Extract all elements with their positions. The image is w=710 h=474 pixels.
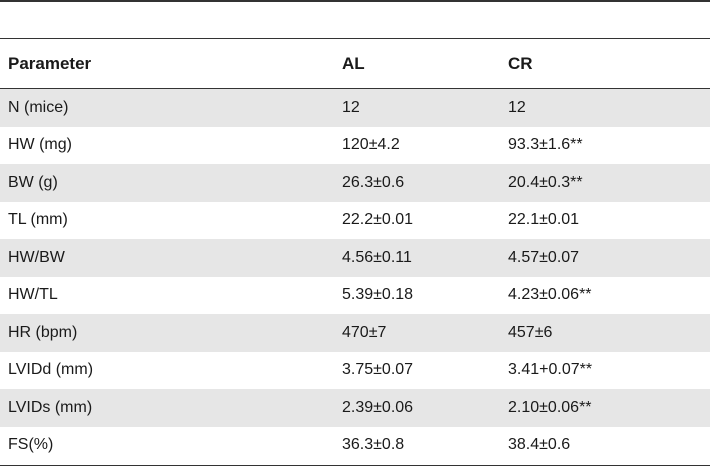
column-header-cr: CR <box>508 53 533 73</box>
table-row <box>0 89 710 127</box>
parameter-cell: BW (g) <box>8 173 58 191</box>
parameter-cell: HW/BW <box>8 248 65 266</box>
table-row <box>0 164 710 202</box>
cr-cell: 20.4±0.3** <box>508 173 583 191</box>
al-cell: 3.75±0.07 <box>342 361 414 379</box>
parameter-cell: TL (mm) <box>8 211 68 229</box>
parameter-cell: LVIDs (mm) <box>8 398 93 416</box>
al-cell: 26.3±0.6 <box>342 173 405 191</box>
cr-cell: 457±6 <box>508 323 553 341</box>
cr-cell: 4.57±0.07 <box>508 248 580 266</box>
cr-cell: 93.3±1.6** <box>508 136 583 154</box>
cr-cell: 4.23±0.06** <box>508 286 592 304</box>
cr-cell: 38.4±0.6 <box>508 436 571 454</box>
al-cell: 22.2±0.01 <box>342 211 414 229</box>
cr-cell: 22.1±0.01 <box>508 211 580 229</box>
al-cell: 120±4.2 <box>342 136 400 154</box>
cr-cell: 3.41+0.07** <box>508 361 593 379</box>
table-row <box>0 389 710 427</box>
al-cell: 4.56±0.11 <box>342 248 412 266</box>
al-cell: 5.39±0.18 <box>342 286 414 304</box>
al-cell: 470±7 <box>342 323 387 341</box>
cr-cell: 2.10±0.06** <box>508 398 592 416</box>
parameter-cell: N (mice) <box>8 98 69 116</box>
table-bottom-rule <box>0 465 710 466</box>
table-row <box>0 427 710 465</box>
parameter-cell: HW (mg) <box>8 136 72 154</box>
parameter-cell: FS(%) <box>8 436 54 454</box>
table-header-row <box>0 39 710 88</box>
column-header-parameter: Parameter <box>8 53 92 73</box>
table-row <box>0 352 710 390</box>
table-row <box>0 314 710 352</box>
table-row <box>0 277 710 315</box>
parameter-cell: LVIDd (mm) <box>8 361 94 379</box>
parameter-cell: HW/TL <box>8 286 58 304</box>
table-top-rule <box>0 0 710 2</box>
column-header-al: AL <box>342 53 365 73</box>
parameter-cell: HR (bpm) <box>8 323 78 341</box>
al-cell: 36.3±0.8 <box>342 436 405 454</box>
cr-cell: 12 <box>508 98 526 116</box>
al-cell: 12 <box>342 98 360 116</box>
table-row <box>0 239 710 277</box>
table-row <box>0 202 710 240</box>
al-cell: 2.39±0.06 <box>342 398 414 416</box>
table-row <box>0 127 710 165</box>
